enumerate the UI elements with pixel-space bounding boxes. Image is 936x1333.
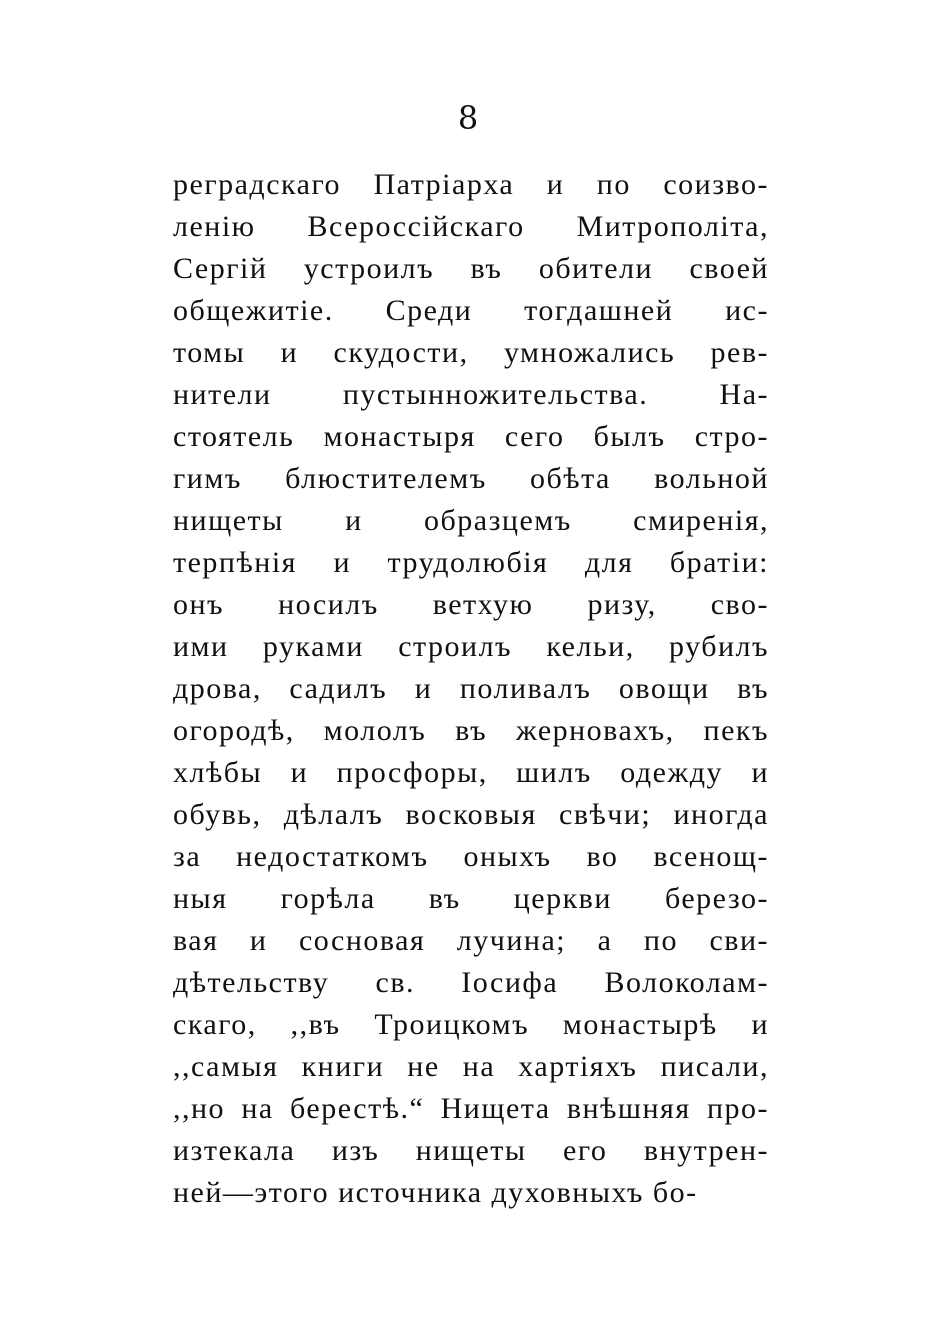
text-line: нители пустынножительства. На- — [173, 378, 769, 411]
text-line: обувь, дѣлалъ восковыя свѣчи; иногда — [173, 798, 769, 831]
text-line: ими руками строилъ кельи, рубилъ — [173, 630, 769, 663]
body-text — [173, 164, 769, 1214]
text-line: ныя горѣла въ церкви березо- — [173, 882, 769, 915]
text-line: нищеты и образцемъ смиренія, — [173, 504, 769, 537]
text-line: изтекала изъ нищеты его внутрен- — [173, 1134, 769, 1167]
text-line: гимъ блюстителемъ обѣта вольной — [173, 462, 769, 495]
text-line: скаго, ,,въ Троицкомъ монастырѣ и — [173, 1008, 769, 1041]
text-line: общежитіе. Среди тогдашней ис- — [173, 294, 769, 327]
text-line: стоятель монастыря сего былъ стро- — [173, 420, 769, 453]
text-line: вая и сосновая лучина; а по сви- — [173, 924, 769, 957]
text-line: терпѣнія и трудолюбія для братіи: — [173, 546, 769, 579]
text-line: томы и скудости, умножались рев- — [173, 336, 769, 369]
text-line: реградскаго Патріарха и по соизво- — [173, 168, 769, 201]
text-line: ней—этого источника духовныхъ бо- — [173, 1176, 698, 1209]
text-line: дѣтельству св. Іосифа Волоколам- — [173, 966, 769, 999]
text-line: за недостаткомъ оныхъ во всенощ- — [173, 840, 769, 873]
text-line: ленію Всероссійскаго Митрополіта, — [173, 210, 769, 243]
text-line: онъ носилъ ветхую ризу, сво- — [173, 588, 769, 621]
text-line: Сергій устроилъ въ обители своей — [173, 252, 769, 285]
text-line: дрова, садилъ и поливалъ овощи въ — [173, 672, 769, 705]
text-line: ,,самыя книги не на хартіяхъ писали, — [173, 1050, 769, 1083]
text-line: хлѣбы и просфоры, шилъ одежду и — [173, 756, 769, 789]
text-line: ,,но на берестѣ.“ Нищета внѣшняя про- — [173, 1092, 769, 1125]
page-number: 8 — [457, 99, 479, 137]
text-line: огородѣ, мололъ въ жерновахъ, пекъ — [173, 714, 769, 747]
